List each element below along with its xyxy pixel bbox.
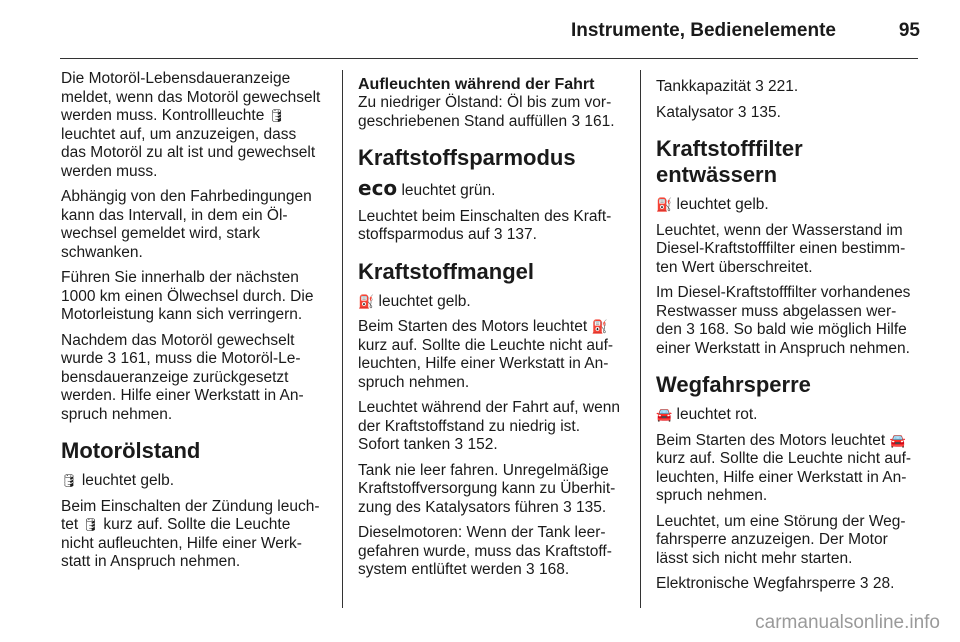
watermark: carmanualsonline.info xyxy=(755,612,940,633)
text: Tank nie leer fahren. Unregelmäßige Kraftstoffversorgung kann zu Überhit- zung des Katalysators führen xyxy=(358,461,616,516)
fuel-pump-icon: ⛽ xyxy=(358,293,375,309)
paragraph xyxy=(358,462,624,518)
column-1 xyxy=(61,70,325,579)
section-heading-low-fuel: Kraftstoffmangel xyxy=(358,258,535,284)
eco-icon: eco xyxy=(358,176,398,200)
subheading-while-driving: Aufleuchten während der Fahrt xyxy=(358,76,595,93)
text: Im Diesel-Kraftstofffilter vorhandenes Restwasser muss abgelassen wer- den xyxy=(656,284,911,338)
page-ref-arrow: 3 xyxy=(571,112,581,130)
text: kurz auf. Sollte die Leuchte nicht auf- leuchten, Hilfe einer Werkstatt in An- spruch nehmen. xyxy=(358,336,614,391)
text: kurz auf. Sollte die Leuchte nicht aufleuchten, Hilfe einer Werk- statt in Anspruch nehmen. xyxy=(61,516,302,570)
paragraph xyxy=(656,284,922,358)
text: 161, muss die Motoröl-Le- bensdaueranzeige zurückgesetzt werden. Hilfe einer Werkstatt in An- spruch nehmen. xyxy=(61,350,304,423)
text: 221. xyxy=(768,78,799,95)
page-ref-arrow: 3 xyxy=(493,226,503,243)
text: Zu niedriger Ölstand: Öl bis zum vor- geschriebenen Stand auffüllen xyxy=(358,94,612,130)
text: 137. xyxy=(506,226,537,243)
section-heading-immobiliser: Wegfahrsperre xyxy=(656,372,811,397)
header-divider xyxy=(60,58,918,59)
paragraph: Leuchtet, wenn der Wasserstand im Diesel-Kraftstofffilter einen bestimm- ten Wert überschreitet. xyxy=(656,221,906,276)
text: Beim Starten des Motors leuchtet xyxy=(656,431,886,449)
text: Katalysator xyxy=(656,103,734,121)
text: kurz auf. Sollte die Leuchte nicht auf- leuchten, Hilfe einer Werkstatt in An- spruch nehmen. xyxy=(656,450,912,504)
text: leuchtet gelb. xyxy=(378,292,471,310)
text: leuchtet grün. xyxy=(401,182,496,199)
paragraph xyxy=(656,104,922,123)
text: Tankkapazität xyxy=(656,78,751,95)
column-divider-1 xyxy=(342,70,343,608)
paragraph xyxy=(656,432,922,506)
column-divider-2 xyxy=(640,70,641,608)
column-2 xyxy=(358,70,624,587)
text: Beim Einschalten der Zündung leuch- tet xyxy=(61,497,320,533)
paragraph xyxy=(358,176,624,201)
text: Leuchtet beim Einschalten des Kraft- stoffsparmodus auf xyxy=(358,207,612,243)
text: Elektronische Wegfahrsperre xyxy=(656,575,856,592)
text: 135. xyxy=(750,103,781,121)
immobiliser-icon: 🚘 xyxy=(656,407,673,422)
oil-can-icon: 🛢 xyxy=(82,517,100,532)
paragraph xyxy=(656,196,922,215)
page-ref-arrow: 3 xyxy=(563,498,572,516)
section-heading-oil-level: Motorölstand xyxy=(61,438,201,463)
text: 168. xyxy=(538,561,570,578)
paragraph: Führen Sie innerhalb der nächsten 1000 km einen Ölwechsel durch. Die Motorleistung kann sich verringern. xyxy=(61,269,314,323)
page-ref-arrow: 3 xyxy=(107,350,117,367)
text: Nachdem das Motoröl gewechselt wurde xyxy=(61,331,295,367)
section-heading-fuel-filter: Kraftstofffilter entwässern xyxy=(656,136,803,187)
text: 28. xyxy=(872,575,895,592)
text: 152. xyxy=(467,436,498,453)
fuel-pump-icon: ⛽ xyxy=(591,319,608,334)
paragraph xyxy=(656,406,922,425)
oil-can-icon: 🛢 xyxy=(61,473,78,488)
immobiliser-icon: 🚘 xyxy=(889,432,906,448)
paragraph xyxy=(358,524,624,580)
paragraph xyxy=(358,318,624,392)
paragraph xyxy=(656,575,922,594)
page-ref-arrow: 3 xyxy=(686,321,695,338)
water-in-fuel-icon: ⛽ xyxy=(656,197,673,212)
paragraph xyxy=(358,208,624,245)
paragraph xyxy=(61,70,325,181)
text: Die Motoröl-Lebensdaueranzeige meldet, wenn das Motoröl gewechselt werden muss. Kontrollleuchte xyxy=(61,70,321,124)
text: leuchtet gelb. xyxy=(81,472,175,489)
column-3 xyxy=(656,70,922,601)
text: Beim Starten des Motors leuchtet xyxy=(358,318,588,335)
page-ref-arrow: 3 xyxy=(526,561,535,578)
text: leuchtet auf, um anzuzeigen, dass das Motoröl zu alt ist und gewechselt werden muss. xyxy=(61,125,316,180)
paragraph xyxy=(358,399,624,455)
header-title: Instrumente, Bedienelemente xyxy=(570,20,836,41)
text: Dieselmotoren: Wenn der Tank leer- gefahren wurde, muss das Kraftstoff- system entlüftet werden xyxy=(358,524,612,578)
paragraph xyxy=(61,472,325,491)
text: 168. So bald wie möglich Hilfe einer Werkstatt in Anspruch nehmen. xyxy=(656,321,910,357)
section-heading-eco-mode: Kraftstoffsparmodus xyxy=(358,145,576,170)
page-ref-arrow: 3 xyxy=(454,436,464,453)
paragraph: Leuchtet, um eine Störung der Weg- fahrsperre anzuzeigen. Der Motor lässt sich nicht mehr starten. xyxy=(656,512,906,567)
text: 135. xyxy=(576,498,607,516)
paragraph xyxy=(61,498,325,572)
page-ref-arrow: 3 xyxy=(755,78,764,95)
text: Leuchtet während der Fahrt auf, wenn der Kraftstoffstand zu niedrig ist. Sofort tanken xyxy=(358,399,620,453)
paragraph: Abhängig von den Fahrbedingungen kann das Intervall, in dem ein Öl- wechsel gemeldet wird, stark schwanken. xyxy=(61,188,312,261)
paragraph xyxy=(358,94,624,131)
oil-change-warning-icon: 🛢 xyxy=(268,108,286,123)
page-ref-arrow: 3 xyxy=(737,103,747,121)
text: leuchtet gelb. xyxy=(676,196,769,213)
paragraph xyxy=(656,78,922,97)
text: leuchtet rot. xyxy=(676,406,758,423)
page-number: 95 xyxy=(898,20,920,41)
page-ref-arrow: 3 xyxy=(859,575,869,592)
paragraph xyxy=(61,332,325,425)
text: 161. xyxy=(584,112,615,130)
paragraph xyxy=(358,293,624,312)
